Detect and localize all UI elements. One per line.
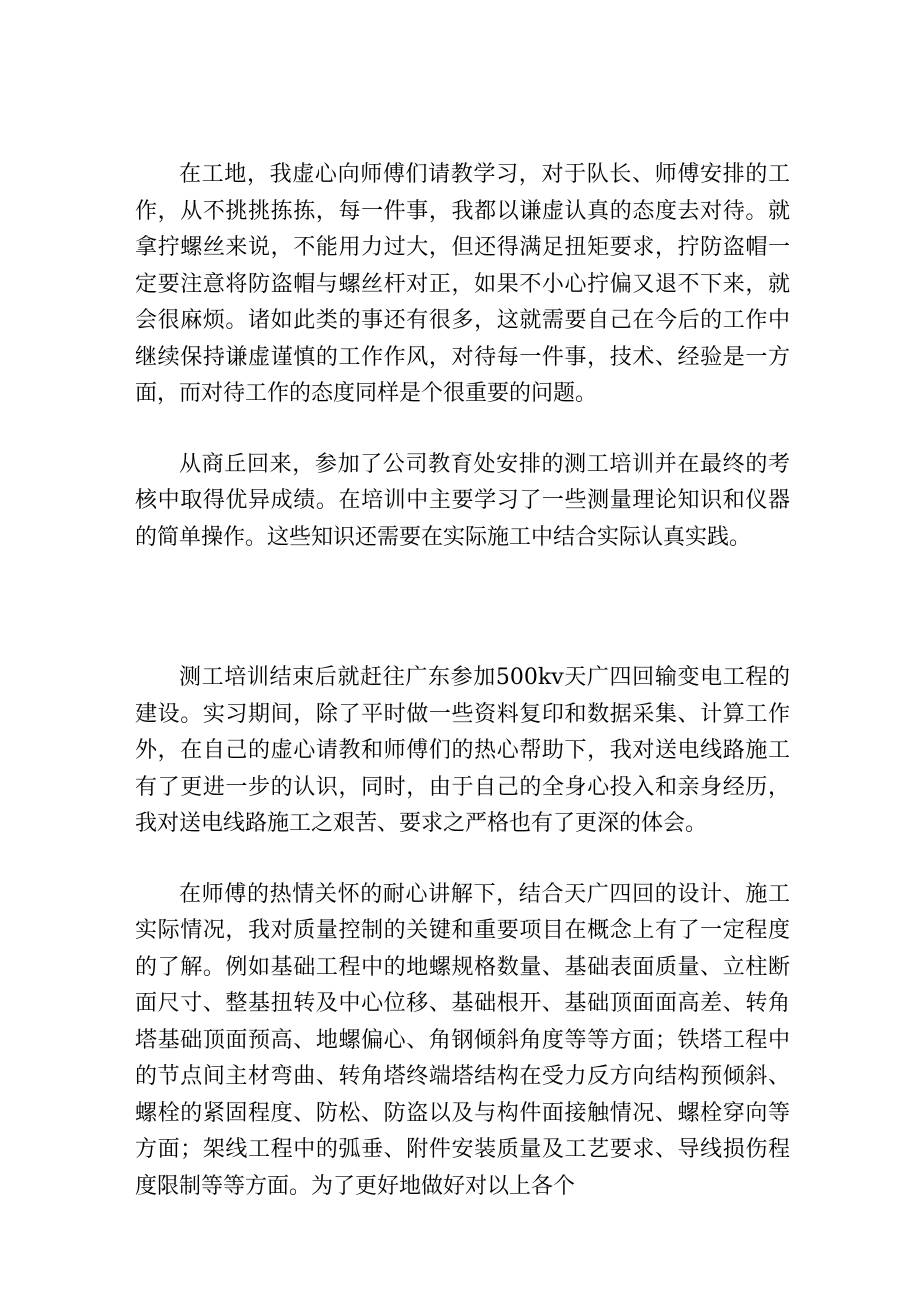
paragraph-1: 在工地，我虚心向师傅们请教学习，对于队长、师傅安排的工作，从不挑挑拣拣，每一件事，我都以谦虚认真的态度去对待。就拿拧螺丝来说，不能用力过大，但还得满足扭矩要求，拧防盗帽一定要注意将防盗帽与螺丝杆对正，如果不小心拧偏又退不下来，就会很麻烦。诸如此类的事还有很多，这就需要自己在今后的工作中继续保持谦虚谨慎的工作作风，对待每一件事，技术、经验是一方面，而对待工作的态度同样是个很重要的问题。 (135, 162, 790, 406)
paragraph-spacer (135, 413, 790, 447)
paragraph-3: 测工培训结束后就赶往广东参加500kv天广四回输变电工程的建设。实习期间，除了平时做一些资料复印和数据采集、计算工作外，在自己的虚心请教和师傅们的热心帮助下，我对送电线路施工有了更进一步的认识，同时，由于自己的全身心投入和亲身经历，我对送电线路施工之艰苦、要求之严格也有了更深的体会。 (135, 665, 790, 836)
paragraph-spacer (135, 556, 790, 660)
paragraph-4: 在师傅的热情关怀的耐心讲解下，结合天广四回的设计、施工实际情况，我对质量控制的关键和重要项目在概念上有了一定程度的了解。例如基础工程中的地螺规格数量、基础表面质量、立柱断面尺寸、整基扭转及中心位移、基础根开、基础顶面面高差、转角塔基础顶面预高、地螺偏心、角钢倾斜角度等等方面；铁塔工程中的节点间主材弯曲、转角塔终端塔结构在受力反方向结构预倾斜、螺栓的紧固程度、防松、防盗以及与构件面接触情况、螺栓穿向等方面；架线工程中的弧垂、附件安装质量及工艺要求、导线损伤程度限制等等方面。为了更好地做好对以上各个 (135, 881, 790, 1199)
paragraph-spacer (135, 843, 790, 877)
paragraph-2: 从商丘回来，参加了公司教育处安排的测工培训并在最终的考核中取得优异成绩。在培训中主要学习了一些测量理论知识和仪器的简单操作。这些知识还需要在实际施工中结合实际认真实践。 (135, 451, 790, 550)
document-body (135, 157, 790, 1205)
